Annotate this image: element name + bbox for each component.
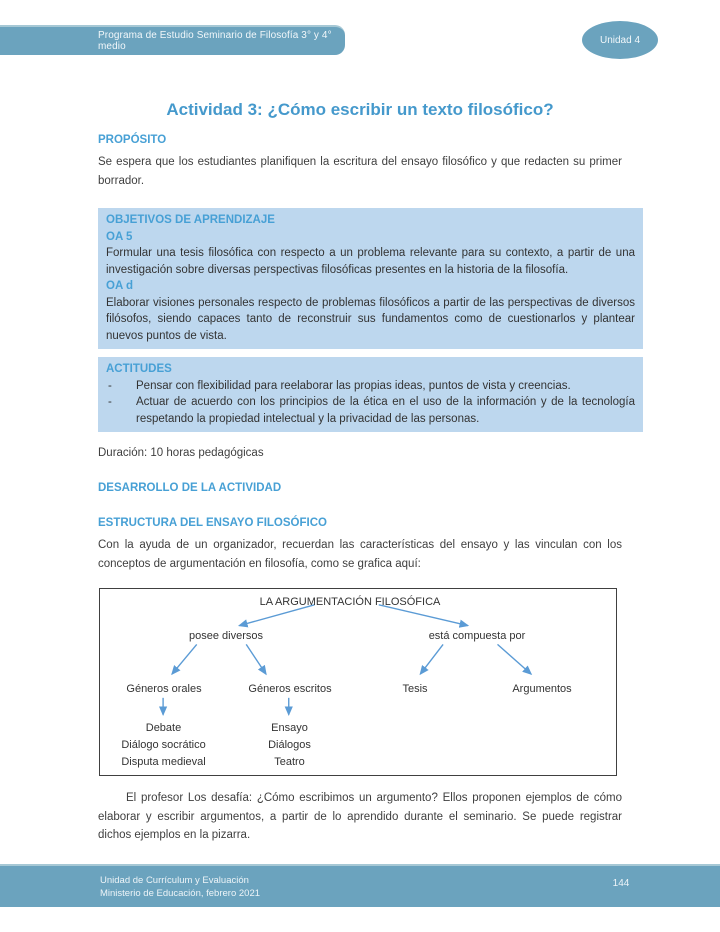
diagram-node-generos-escritos: Géneros escritos (248, 683, 332, 695)
actitudes-bullet-1-text: Pensar con flexibilidad para reelaborar las propias ideas, puntos de vista y creencias. (136, 379, 571, 392)
bullet-gap (118, 378, 136, 395)
list-item: Debate (145, 722, 182, 734)
estructura-intro: Con la ayuda de un organizador, recuerdan las características del ensayo y las vinculan con los conceptos de argumentación en filosofía, como se grafica aquí: (98, 539, 622, 570)
unit-badge (582, 21, 658, 59)
list-item: Diálogos (268, 739, 311, 751)
oa5-code: OA 5 (106, 230, 133, 243)
footer-line-1: Unidad de Currículum y Evaluación (100, 875, 249, 886)
oral-genres-list (106, 720, 221, 771)
actitudes-box (98, 357, 643, 432)
bullet-dash: - (108, 379, 112, 392)
actitudes-bullet-1 (106, 378, 635, 395)
diagram-node-tesis: Tesis (402, 683, 428, 695)
bullet-gap (118, 394, 136, 427)
page-title: Actividad 3: ¿Cómo escribir un texto filosófico? (166, 100, 554, 119)
closing-paragraph: El profesor Los desafía: ¿Cómo escribimos un argumento? Ellos proponen ejemplos de cómo elaborar y escribir argumentos, a partir de lo aprendido durante el seminario. Se puede registrar dichos ejemplos en la pizarra. (98, 792, 622, 841)
diagram-node-argumentos: Argumentos (512, 683, 572, 695)
diagram-node-generos-orales: Géneros orales (126, 683, 202, 695)
page-number: 144 (612, 878, 630, 889)
program-title: Programa de Estudio Seminario de Filosofía 3° y 4° medio (98, 30, 332, 52)
diagram-root-node: LA ARGUMENTACIÓN FILOSÓFICA (259, 596, 441, 608)
proposito-text: Se espera que los estudiantes planifiquen la escritura del ensayo filosófico y que redacten su primer borrador. (98, 156, 622, 187)
list-item: Ensayo (271, 722, 308, 734)
diagram-left-branch-label: posee diversos (189, 630, 263, 642)
written-genres-list (232, 720, 347, 771)
actitudes-bullet-2-text: Actuar de acuerdo con los principios de la ética en el uso de la información y de la tecnología respetando la propiedad intelectual y la privacidad de las personas. (136, 396, 635, 425)
footer-line-2: Ministerio de Educación, febrero 2021 (100, 888, 261, 899)
estructura-heading: ESTRUCTURA DEL ENSAYO FILOSÓFICO (98, 517, 327, 529)
header-bar (0, 25, 345, 55)
desarrollo-heading: DESARROLLO DE LA ACTIVIDAD (98, 482, 282, 494)
actitudes-heading: ACTITUDES (106, 363, 172, 375)
objetivos-heading: OBJETIVOS DE APRENDIZAJE (106, 214, 275, 226)
oad-text: Elaborar visiones personales respecto de problemas filosóficos a partir de las perspectivas de diversos filósofos, siendo capaces tanto de reconstruir sus fundamentos como de cuestionarlos y plantear nuevos puntos de vista. (106, 296, 635, 342)
duration-text: Duración: 10 horas pedagógicas (98, 447, 264, 459)
argumentation-diagram (99, 588, 617, 776)
bullet-dash: - (108, 396, 112, 408)
proposito-heading: PROPÓSITO (98, 134, 167, 146)
oa5-text: Formular una tesis filosófica con respecto a un problema relevante para su contexto, a partir de una investigación sobre diversas perspectivas filosóficas presentes en la historia de la filosofía. (106, 247, 635, 276)
list-item: Diálogo socrático (121, 739, 206, 751)
unit-badge-label: Unidad 4 (599, 34, 641, 46)
actitudes-bullet-2 (106, 394, 635, 427)
list-item: Disputa medieval (121, 756, 206, 768)
list-item: Teatro (274, 756, 305, 768)
objetivos-box (98, 208, 643, 349)
footer-organization (100, 874, 260, 900)
oad-code: OA d (106, 280, 134, 292)
footer-bar (0, 864, 720, 907)
diagram-right-branch-label: está compuesta por (428, 630, 526, 642)
